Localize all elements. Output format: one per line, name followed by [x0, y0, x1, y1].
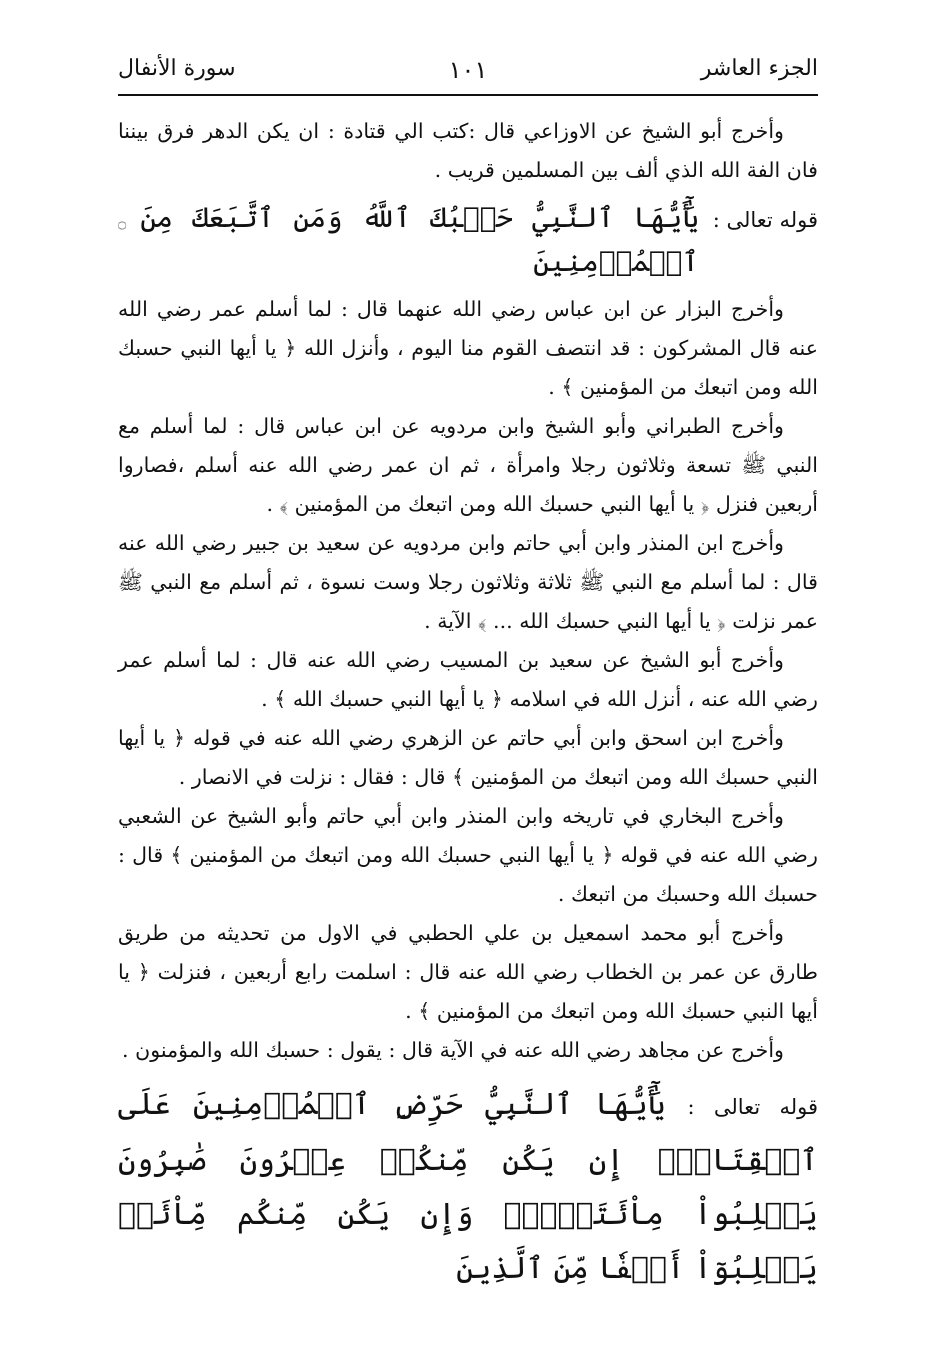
verse-end-mark: ۝: [118, 215, 127, 231]
header-rule: [118, 94, 818, 96]
verse-intro: قوله تعالى :: [687, 1095, 818, 1119]
paragraph: وأخرج أبو الشيخ عن سعيد بن المسيب رضي الله عنه قال : لما أسلم عمر رضي الله عنه ، أنزل الله في اسلامه ﴿ يا أيها النبي حسبك الله ﴾ .: [118, 648, 818, 711]
page-body: [118, 112, 818, 1286]
paragraph: وأخرج أبو محمد اسمعيل بن علي الحطبي في الاول من تحديثه من طريق طارق عن عمر بن الخطاب رضي الله عنه قال : اسلمت رابع أربعين ، فنزلت ﴿ يا أيها النبي حسبك الله ومن اتبعك من المؤمنين ﴾ .: [118, 921, 818, 1023]
part-title: الجزء العاشر: [700, 56, 818, 81]
verse-block: [118, 1078, 818, 1296]
paragraph: وأخرج ابن اسحق وابن أبي حاتم عن الزهري رضي الله عنه في قوله ﴿ يا أيها النبي حسبك الله ومن اتبعك من المؤمنين ﴾ قال : فقال : نزلت في الانصار .: [118, 726, 818, 789]
paragraph: وأخرج الطبراني وأبو الشيخ وابن مردويه عن ابن عباس قال : لما أسلم مع النبي ﷺ تسعة وثلاثون رجلا وامرأة ، ثم ان عمر رضي الله عنه أسلم ،فصاروا أربعين فنزل ﴿ يا أيها النبي حسبك الله ومن اتبعك من المؤمنين ﴾ .: [118, 414, 818, 516]
page-number: ١٠١: [448, 56, 488, 84]
paragraph: وأخرج البزار عن ابن عباس رضي الله عنهما قال : لما أسلم عمر رضي الله عنه قال المشركون : قد انتصف القوم منا اليوم ، وأنزل الله ﴿ يا أيها النبي حسبك الله ومن اتبعك من المؤمنين ﴾ .: [118, 297, 818, 399]
paragraph: وأخرج ابن المنذر وابن أبي حاتم وابن مردويه عن سعيد بن جبير رضي الله عنه قال : لما أسلم مع النبي ﷺ ثلاثة وثلاثون رجلا وست نسوة ، ثم أسلم مع النبي ﷺ عمر نزلت ﴿ يا أيها النبي حسبك الله ... ﴾ الآية .: [118, 531, 818, 633]
paragraph: وأخرج عن مجاهد رضي الله عنه في الآية قال : يقول : حسبك الله والمؤمنون .: [122, 1038, 784, 1062]
page-header: [118, 52, 818, 92]
surah-title: سورة الأنفال: [118, 56, 236, 81]
quran-verse: يَٰٓأَيُّهَا ٱلنَّبِيُّ حَسۡبُكَ ٱللَّهُ وَمَنِ ٱتَّبَعَكَ مِنَ ٱلۡمُؤۡمِنِينَ: [140, 201, 699, 278]
quran-verse: يَٰٓأَيُّهَا ٱلنَّبِيُّ حَرِّضِ ٱلۡمُؤۡمِنِينَ عَلَى ٱلۡقِتَالِۚ إِن يَكُن مِّنكُمۡ عِشۡرُونَ صَٰبِرُونَ يَغۡلِبُواْ مِاْئَتَيۡنِۚ وَإِن يَكُن مِّنكُم مِّاْئَةٞ يَغۡلِبُوٓاْ أَلۡفٗا مِّنَ ٱلَّذِينَ: [118, 1087, 818, 1286]
paragraph: وأخرج البخاري في تاريخه وابن المنذر وابن أبي حاتم وأبو الشيخ عن الشعبي رضي الله عنه في قوله ﴿ يا أيها النبي حسبك الله ومن اتبعك من المؤمنين ﴾ قال : حسبك الله وحسبك من اتبعك .: [118, 804, 818, 906]
paragraph: وأخرج أبو الشيخ عن الاوزاعي قال :كتب الي قتادة : ان يكن الدهر فرق بيننا فان الفة الله الذي ألف بين المسلمين قريب .: [118, 119, 818, 182]
verse-intro: قوله تعالى :: [712, 208, 818, 232]
verse-heading: [118, 196, 818, 284]
